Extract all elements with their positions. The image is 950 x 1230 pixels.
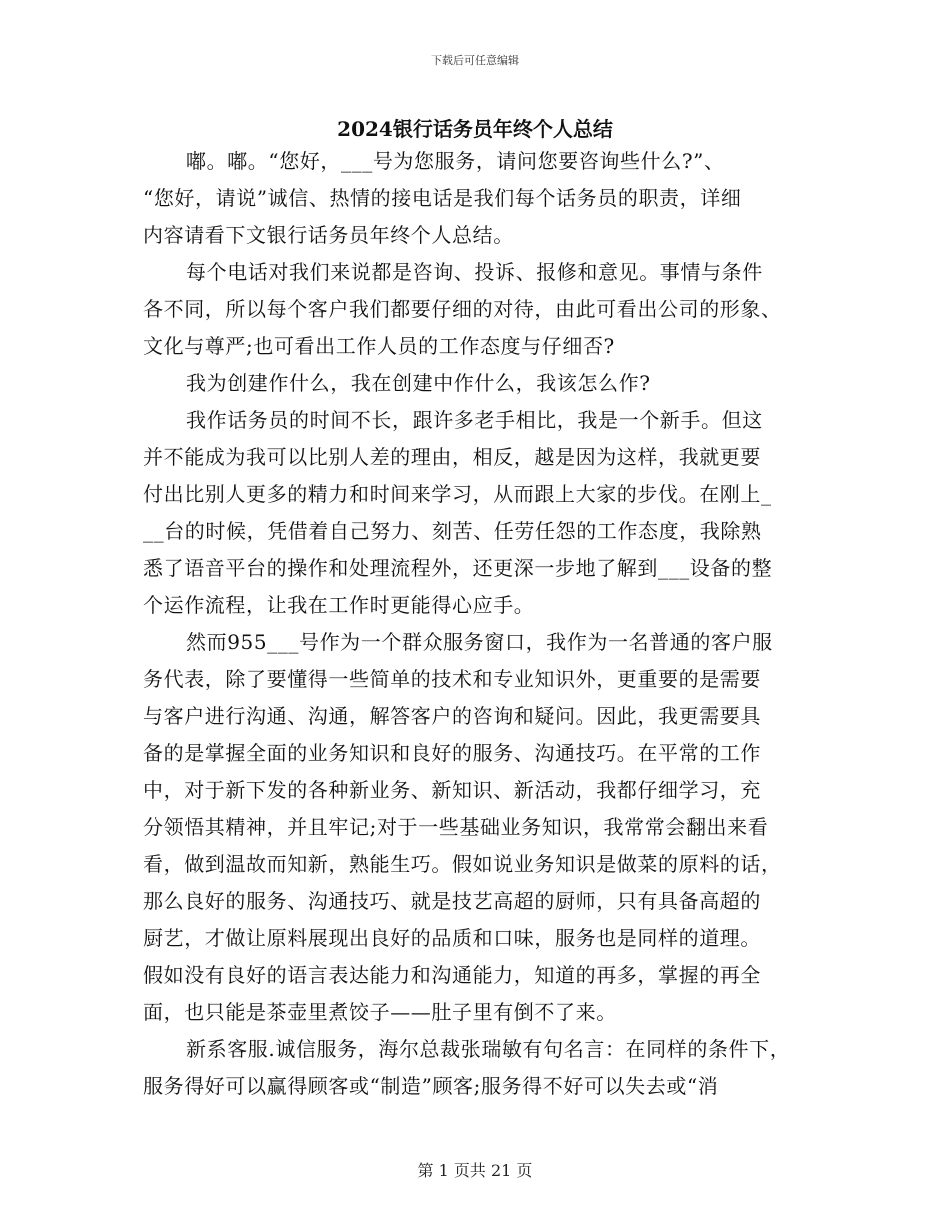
text-line: 我为创建作什么，我在创建中作什么，我该怎么作? — [186, 371, 651, 395]
text-line: 并不能成为我可以比别人差的理由，相反，越是因为这样，我就更要 — [143, 445, 761, 469]
text-line: 假如没有良好的语言表达能力和沟通能力，知道的再多，掌握的再全 — [143, 963, 761, 987]
text-line: 个运作流程，让我在工作时更能得心应手。 — [143, 593, 535, 617]
text-line: 每个电话对我们来说都是咨询、投诉、报修和意见。事情与条件 — [186, 260, 763, 284]
text-line: 务代表，除了要懂得一些简单的技术和专业知识外，更重要的是需要 — [143, 667, 761, 691]
text-line: 那么良好的服务、沟通技巧、就是技艺高超的厨师，只有具备高超的 — [143, 889, 761, 913]
document-title: 2024银行话务员年终个人总结 — [337, 117, 613, 141]
text-line: 然而955___号作为一个群众服务窗口，我作为一名普通的客户服 — [186, 630, 773, 654]
text-line: 面，也只能是茶壶里煮饺子——肚子里有倒不了来。 — [143, 1000, 617, 1024]
text-line: 我作话务员的时间不长，跟许多老手相比，我是一个新手。但这 — [186, 408, 763, 432]
text-line: 中，对于新下发的各种新业务、新知识、新活动，我都仔细学习，充 — [143, 778, 761, 802]
text-line: 与客户进行沟通、沟通，解答客户的咨询和疑问。因此，我更需要具 — [143, 704, 761, 728]
text-line: 内容请看下文银行话务员年终个人总结。 — [143, 223, 514, 247]
text-line: 各不同，所以每个客户我们都要仔细的对待，由此可看出公司的形象、 — [143, 297, 782, 321]
text-line: 备的是掌握全面的业务知识和良好的服务、沟通技巧。在平常的工作 — [143, 741, 761, 765]
text-line: 分领悟其精神，并且牢记;对于一些基础业务知识，我常常会翻出来看 — [143, 815, 769, 839]
text-line: 服务得好可以赢得顾客或“制造”顾客;服务得不好可以失去或“消 — [143, 1074, 719, 1098]
text-line: “您好，请说”诚信、热情的接电话是我们每个话务员的职责，详细 — [143, 186, 742, 210]
text-line: 看，做到温故而知新，熟能生巧。假如说业务知识是做菜的原料的话， — [143, 852, 782, 876]
document-body — [143, 143, 823, 1105]
text-line: __台的时候，凭借着自己努力、刻苦、任劳任怨的工作态度，我除熟 — [143, 519, 762, 543]
page-footer: 第 1 页共 21 页 — [417, 1161, 533, 1180]
text-line: 悉了语音平台的操作和处理流程外，还更深一步地了解到___设备的整 — [143, 556, 773, 580]
text-line: 付出比别人更多的精力和时间来学习，从而跟上大家的步伐。在刚上_ — [143, 482, 772, 506]
header-note: 下载后可任意编辑 — [431, 54, 519, 67]
text-line: 厨艺，才做让原料展现出良好的品质和口味，服务也是同样的道理。 — [143, 926, 761, 950]
text-line: 嘟。嘟。“您好，___号为您服务，请问您要咨询些什么?”、 — [186, 149, 725, 173]
text-line: 新系客服.诚信服务，海尔总裁张瑞敏有句名言：在同样的条件下， — [186, 1037, 791, 1061]
text-line: 文化与尊严;也可看出工作人员的工作态度与仔细否? — [143, 334, 615, 358]
